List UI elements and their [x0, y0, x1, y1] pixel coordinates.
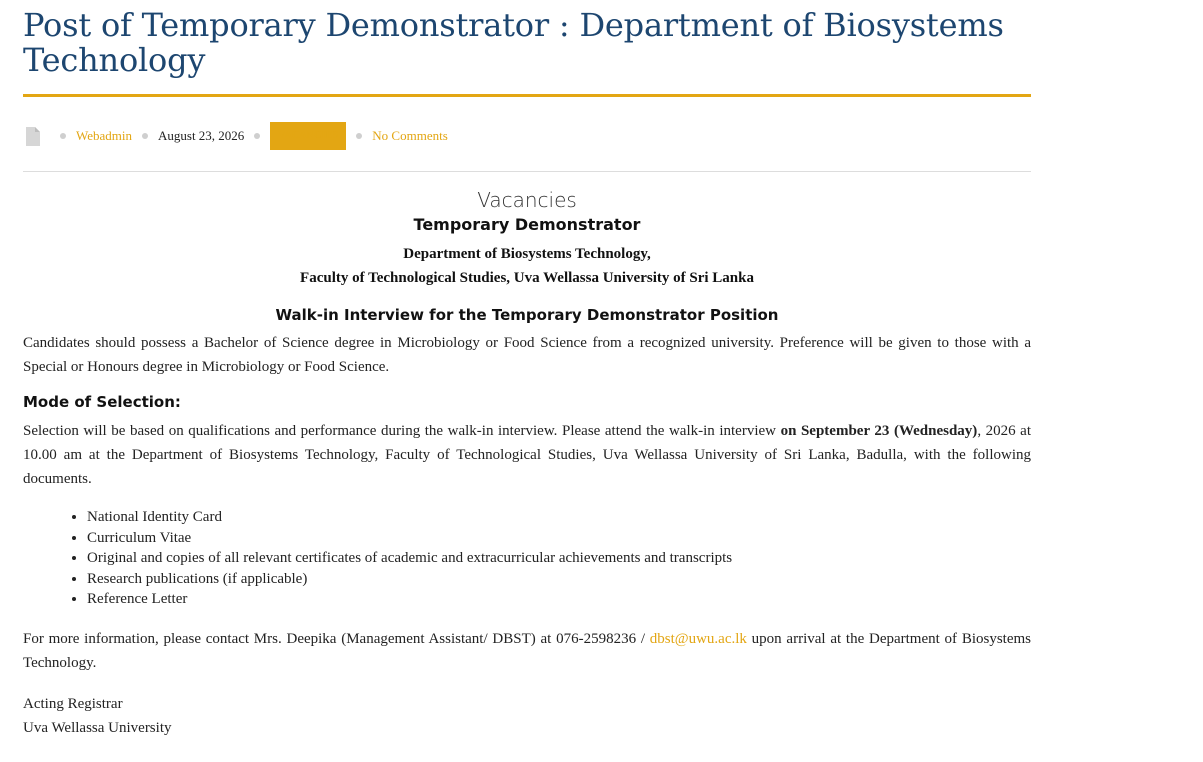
contact-text-cont: upon arrival at the Department of Biosystems Technology.: [23, 630, 1031, 671]
department-block: [23, 242, 1031, 290]
article: [23, 8, 1031, 740]
interview-date: on September 23 (Wednesday): [780, 423, 978, 439]
post-content: [23, 186, 1031, 740]
selection-text-cont: , 2026 at 10.00 am at the Department of Biosystems Technology, Faculty of Technological Studies, Uva Wellassa University of Sri Lanka, Badulla, with the following documents.: [23, 423, 1032, 487]
contact-text: For more information, please contact Mrs. Deepika (Management Assistant/ DBST) at 076-2598236 /: [23, 630, 650, 647]
eligibility-paragraph: Candidates should possess a Bachelor of Science degree in Microbiology or Food Science from a recognized university. Preference will be given to those with a Special or Honours degree in Microbiology or Food Science.: [23, 335, 1031, 375]
walkin-heading: Walk-in Interview for the Temporary Demonstrator Position: [275, 306, 779, 324]
list-item: • Curriculum Vitae: [87, 528, 1031, 549]
post-title: Post of Temporary Demonstrator : Department of Biosystems Technology: [23, 8, 1031, 97]
signature-block: [23, 692, 1031, 740]
list-item: • National Identity Card: [87, 507, 1031, 528]
meta-divider: [23, 171, 1031, 172]
signatory-organization: Uva Wellassa University: [23, 719, 172, 736]
list-item: • Reference Letter: [87, 589, 1031, 610]
post-date: August 23, 2026: [158, 128, 245, 143]
document-icon: [26, 127, 40, 146]
meta-separator-dot: [254, 133, 260, 139]
list-item: • Original and copies of all relevant certificates of academic and extracurricular achievements and transcripts: [87, 548, 1031, 569]
author-link[interactable]: Webadmin: [76, 128, 132, 143]
required-documents-list: [23, 507, 1031, 610]
content-heading: Vacancies: [477, 188, 577, 212]
meta-separator-dot: [142, 133, 148, 139]
mode-of-selection-heading: Mode of Selection:: [23, 393, 181, 411]
signatory-title: Acting Registrar: [23, 695, 123, 712]
selection-paragraph: [23, 419, 1031, 491]
contact-email-link[interactable]: dbst@uwu.ac.lk: [649, 630, 747, 647]
faculty-line: Faculty of Technological Studies, Uva Wellassa University of Sri Lanka: [300, 270, 754, 286]
comments-link[interactable]: No Comments: [372, 128, 448, 143]
department-line: Department of Biosystems Technology,: [403, 246, 651, 262]
list-item: • Research publications (if applicable): [87, 569, 1031, 590]
role-heading: Temporary Demonstrator: [413, 215, 641, 234]
post-meta: [23, 121, 1031, 151]
selection-text: Selection will be based on qualifications and performance during the walk-in interview. Please attend the walk-in interview: [23, 423, 781, 439]
contact-paragraph: [23, 627, 1031, 675]
meta-separator-dot: [60, 133, 66, 139]
category-badge[interactable]: VACANCIES: [270, 122, 346, 150]
meta-separator-dot: [356, 133, 362, 139]
